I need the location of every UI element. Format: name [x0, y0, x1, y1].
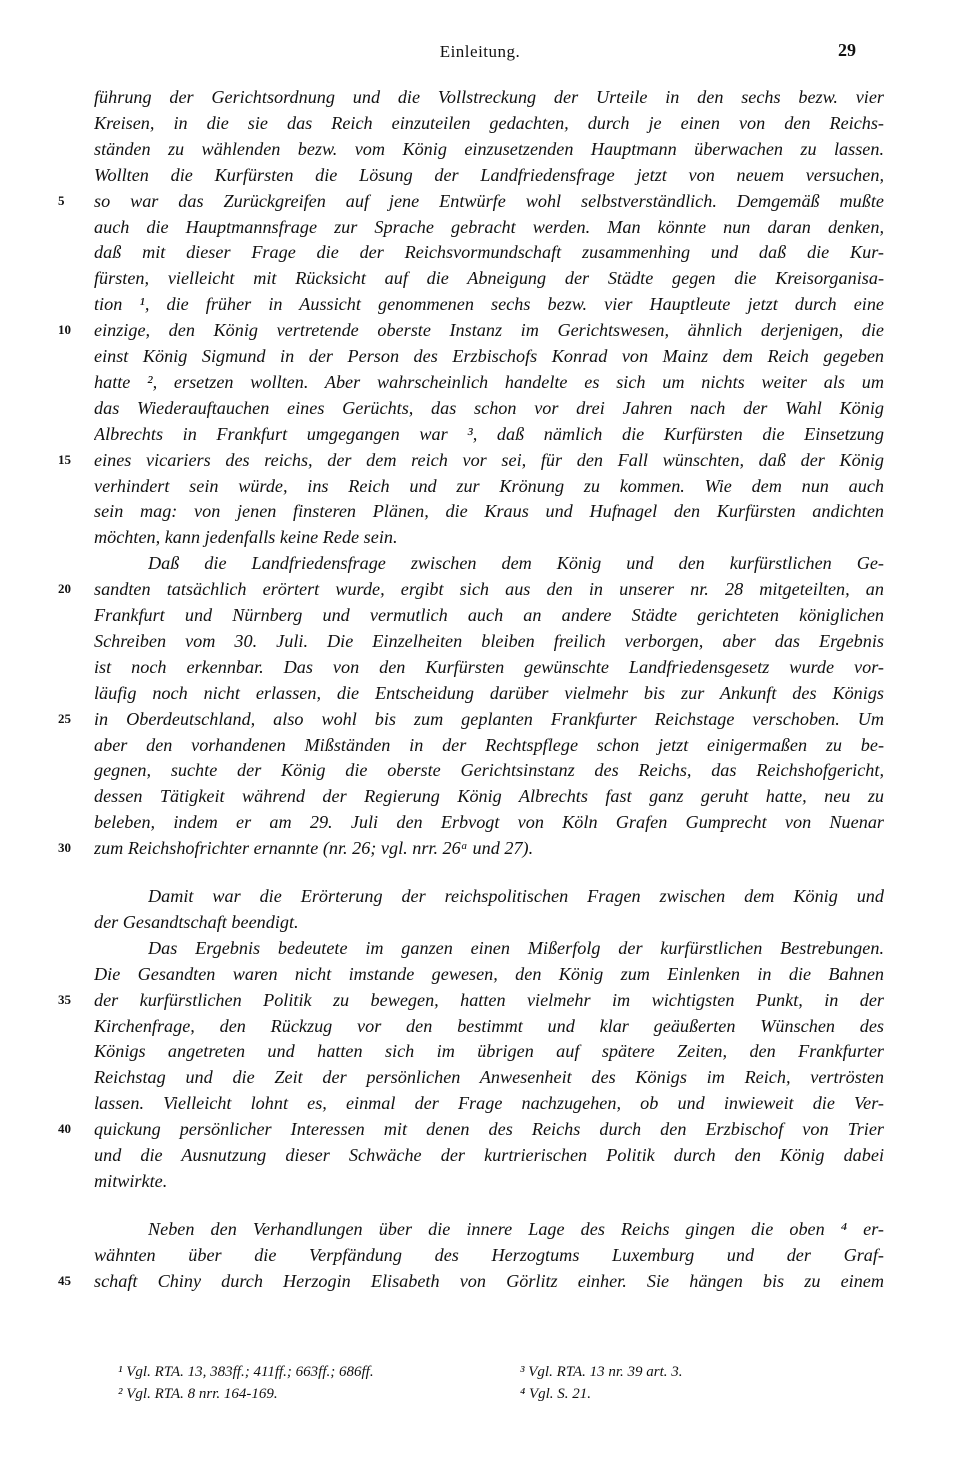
- text-line: aber den vorhandenen Mißständen in der Rechtspflege schon jetzt einigermaßen zu be-: [94, 734, 884, 755]
- text-line: einst König Sigmund in der Person des Erzbischofs Konrad von Mainz dem Reich gegeben: [94, 346, 884, 366]
- text-line: und die Ausnutzung dieser Schwäche der kurtrierischen Politik durch den König dabei: [94, 1145, 884, 1165]
- text-line: sein mag: von jenen finsteren Plänen, die Kraus und Hufnagel den Kurfürsten andichten: [94, 501, 884, 522]
- text-line: Damit war die Erörterung der reichspolitischen Fragen zwischen dem König und: [148, 886, 884, 906]
- text-line: dessen Tätigkeit während der Regierung König Albrechts fast ganz geruht hatte, neu zu: [94, 786, 884, 807]
- running-header: Einleitung.: [439, 42, 521, 61]
- text-line: eines vicariers des reichs, der dem reich vor sei, für den Fall wünschten, daß der König: [94, 449, 884, 470]
- text-line: möchten, kann jedenfalls keine Rede sein.: [94, 527, 398, 548]
- text-line: führung der Gerichtsordnung und die Vollstreckung der Urteile in den sechs bezw. vier: [94, 87, 884, 107]
- text-line: auch die Hauptmannsfrage zur Sprache gebracht werden. Man könnte nun daran denken,: [94, 216, 884, 237]
- footnote: ¹ Vgl. RTA. 13, 383ff.; 411ff.; 663ff.; 686ff.: [118, 1364, 374, 1380]
- text-line: ist noch erkennbar. Das von den Kurfürsten gewünschte Landfriedensgesetz wurde vor-: [94, 656, 884, 677]
- text-line: Albrechts in Frankfurt umgegangen war ³, daß nämlich die Kurfürsten die Einsetzung: [94, 423, 884, 444]
- text-line: beleben, indem er am 29. Juli den Erbvogt von Köln Grafen Gumprecht von Nuenar: [94, 812, 884, 833]
- text-line: sandten tatsächlich erörtert wurde, ergibt sich aus den in unserer nr. 28 mitgeteilten, an: [94, 579, 884, 600]
- text-line: gegnen, suchte der König die oberste Gerichtsinstanz des Reichs, das Reichshofgericht,: [94, 760, 884, 781]
- page-number: 29: [838, 40, 856, 60]
- text-line: Wollten die Kurfürsten die Lösung der Landfriedensfrage jetzt von neuem versuchen,: [94, 164, 884, 185]
- text-line: quickung persönlicher Interessen mit denen des Reichs durch den Erzbischof von Trier: [94, 1119, 884, 1140]
- text-line: einzige, den König vertretende oberste Instanz im Gerichtswesen, ähnlich derjenigen, die: [94, 320, 884, 341]
- text-line: Frankfurt und Nürnberg und vermutlich auch an andere Städte gerichteten königlichen: [94, 605, 884, 625]
- text-line: Das Ergebnis bedeutete im ganzen einen Mißerfolg der kurfürstlichen Bestrebungen.: [148, 937, 884, 958]
- line-number: 10: [58, 322, 71, 338]
- text-line: Daß die Landfriedensfrage zwischen dem König und den kurfürstlichen Ge-: [148, 553, 884, 574]
- text-line: wähnten über die Verpfändung des Herzogtums Luxemburg und der Graf-: [94, 1244, 884, 1265]
- text-line: fürsten, vielleicht mit Rücksicht auf die Abneigung der Städte gegen die Kreisorganisa-: [94, 268, 884, 289]
- text-line: schaft Chiny durch Herzogin Elisabeth von Görlitz einher. Sie hängen bis zu einem: [94, 1270, 884, 1291]
- text-line: tion ¹, die früher in Aussicht genommenen sechs bezw. vier Hauptleute jetzt durch eine: [94, 294, 884, 315]
- line-number: 35: [58, 991, 71, 1007]
- text-line: verhindert sein würde, ins Reich und zur Krönung zu kommen. Wie dem nun auch: [94, 475, 884, 496]
- line-number: 30: [58, 840, 71, 856]
- text-line: Königs angetreten und hatten sich im übrigen auf spätere Zeiten, den Frankfurter: [94, 1041, 884, 1062]
- text-line: so war das Zurückgreifen auf jene Entwürfe wohl selbstverständlich. Demgemäß mußte: [94, 190, 884, 211]
- footnote: ² Vgl. RTA. 8 nrr. 164-169.: [118, 1386, 278, 1402]
- text-line: daß mit dieser Frage die der Reichsvormundschaft zusammenhing und daß die Kur-: [94, 242, 884, 263]
- line-number: 45: [58, 1272, 71, 1288]
- line-number: 5: [58, 192, 65, 208]
- text-line: Kreisen, in die sie das Reich einzuteilen gedachten, durch je einen von den Reichs-: [94, 112, 884, 133]
- text-line: Neben den Verhandlungen über die innere Lage des Reichs gingen die oben ⁴ er-: [148, 1218, 884, 1239]
- text-line: Schreiben vom 30. Juli. Die Einzelheiten bleiben freilich verborgen, aber das Ergebnis: [94, 630, 884, 651]
- text-line: läufig noch nicht erlassen, die Entscheidung darüber vielmehr bis zur Ankunft des Königs: [94, 682, 884, 703]
- footnote: ⁴ Vgl. S. 21.: [520, 1386, 592, 1402]
- line-number: 25: [58, 710, 71, 726]
- footnote: ³ Vgl. RTA. 13 nr. 39 art. 3.: [520, 1364, 683, 1380]
- text-line: das Wiederauftauchen eines Gerüchts, das schon vor drei Jahren nach der Wahl König: [94, 397, 884, 418]
- text-line: der kurfürstlichen Politik zu bewegen, hatten vielmehr im wichtigsten Punkt, in der: [94, 989, 884, 1010]
- text-line: hatte ², ersetzen wollten. Aber wahrscheinlich handelte es sich um nichts weiter als um: [94, 371, 884, 392]
- text-line: Die Gesandten waren nicht imstande gewesen, den König zum Einlenken in die Bahnen: [94, 963, 884, 984]
- line-number: 15: [58, 451, 71, 467]
- text-line: Reichstag und die Zeit der persönlichen Anwesenheit des Königs im Reich, vertrösten: [94, 1067, 884, 1088]
- text-line: Kirchenfrage, den Rückzug vor den bestimmt und klar geäußerten Wünschen des: [94, 1015, 884, 1036]
- text-line: in Oberdeutschland, also wohl bis zum geplanten Frankfurter Reichstage verschoben. Um: [94, 708, 884, 729]
- text-line: zum Reichshofrichter ernannte (nr. 26; vgl. nrr. 26ᵃ und 27).: [94, 838, 534, 859]
- line-number: 40: [58, 1121, 71, 1137]
- text-line: der Gesandtschaft beendigt.: [94, 911, 299, 932]
- text-line: lassen. Vielleicht lohnt es, einmal der Frage nachzugehen, ob und inwieweit die Ver-: [94, 1093, 884, 1114]
- line-number: 20: [58, 581, 71, 597]
- text-line: mitwirkte.: [94, 1170, 168, 1191]
- text-line: ständen zu wählenden bezw. vom König einzusetzenden Hauptmann überwachen zu lassen.: [94, 138, 884, 159]
